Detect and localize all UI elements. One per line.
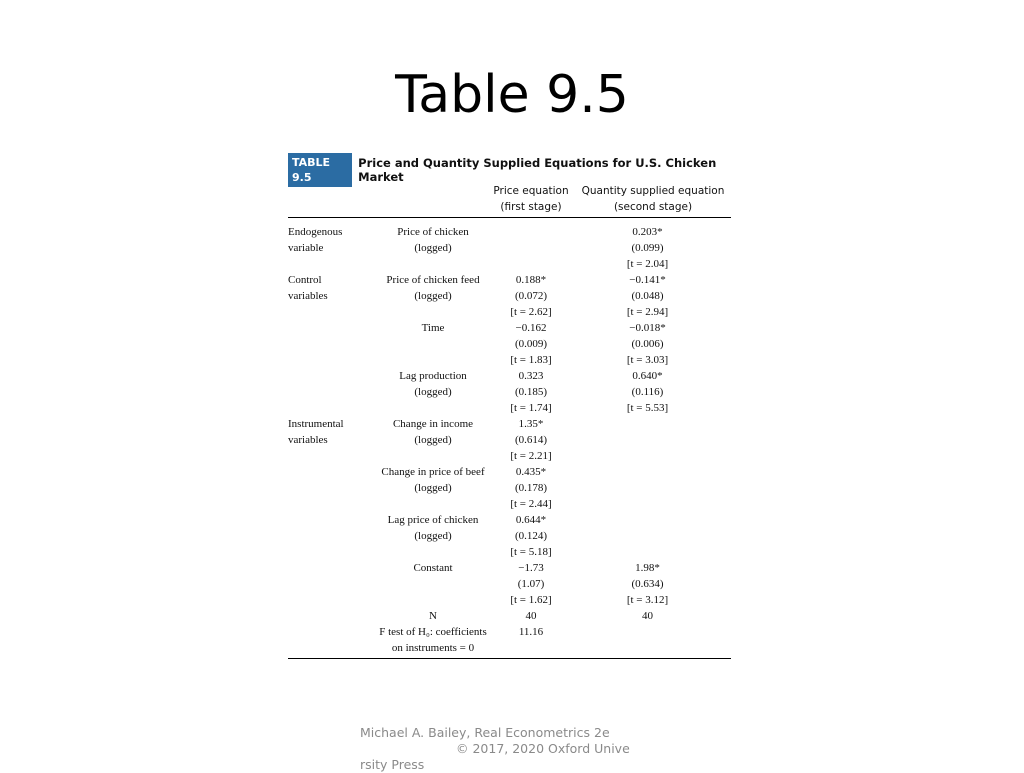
table-row <box>288 288 731 304</box>
table-row <box>288 368 731 384</box>
price-equation-cell: 11.16 <box>518 626 544 638</box>
table-row <box>288 496 731 512</box>
column-header-quantity <box>578 183 728 215</box>
column-header-price <box>493 183 569 215</box>
table-top-rule <box>288 217 731 218</box>
price-equation-cell: [t = 1.62] <box>510 594 552 606</box>
row-variable-cell: (logged) <box>414 530 452 542</box>
table-row <box>288 464 731 480</box>
quantity-equation-cell: 40 <box>642 610 653 622</box>
quantity-equation-cell <box>564 624 731 640</box>
row-group-cell <box>288 496 368 512</box>
table-row <box>288 448 731 464</box>
price-equation-cell: (0.124) <box>514 530 548 542</box>
row-variable-cell: (logged) <box>414 482 452 494</box>
row-group-cell: variables <box>288 434 328 446</box>
price-equation-cell: (0.072) <box>514 290 548 302</box>
row-variable-cell: Price of chicken feed <box>386 274 480 286</box>
table-bottom-rule <box>288 658 731 659</box>
quantity-equation-cell <box>564 432 731 448</box>
row-group-cell <box>288 384 368 400</box>
row-variable-cell <box>368 304 498 320</box>
table-row <box>288 592 731 608</box>
row-group-cell <box>288 480 368 496</box>
row-group-cell <box>288 336 368 352</box>
row-variable-cell: (logged) <box>414 290 452 302</box>
table-row <box>288 224 731 240</box>
quantity-equation-cell: [t = 2.04] <box>626 258 669 270</box>
table-row <box>288 624 731 640</box>
price-equation-cell: 0.323 <box>518 370 544 382</box>
row-group-cell <box>288 640 368 656</box>
row-group-cell <box>288 256 368 272</box>
row-group-cell <box>288 352 368 368</box>
price-equation-cell: [t = 2.21] <box>510 450 552 462</box>
table-row <box>288 432 731 448</box>
price-equation-cell: −0.162 <box>515 322 547 334</box>
price-equation-cell: 0.188* <box>515 274 547 286</box>
table-row <box>288 400 731 416</box>
row-group-cell: Endogenous <box>288 226 343 238</box>
price-equation-cell: [t = 2.44] <box>510 498 552 510</box>
row-group-cell <box>288 560 368 576</box>
price-equation-cell: [t = 1.74] <box>510 402 552 414</box>
row-variable-cell: Time <box>421 322 445 334</box>
row-variable-cell <box>368 448 498 464</box>
quantity-equation-cell: [t = 3.03] <box>626 354 669 366</box>
row-group-cell <box>288 464 368 480</box>
table-row <box>288 336 731 352</box>
table-row <box>288 528 731 544</box>
row-variable-cell: Constant <box>413 562 453 574</box>
quantity-equation-cell: (0.634) <box>631 578 664 590</box>
quantity-equation-cell: (0.116) <box>631 386 664 398</box>
table-body <box>288 224 731 656</box>
row-group-cell <box>288 528 368 544</box>
row-group-cell <box>288 544 368 560</box>
table-row <box>288 384 731 400</box>
row-variable-cell <box>368 256 498 272</box>
table-badge: TABLE 9.5 <box>288 153 352 187</box>
column-header-quantity-line2: (second stage) <box>613 201 693 213</box>
quantity-equation-cell <box>564 512 731 528</box>
row-variable-cell <box>368 544 498 560</box>
quantity-equation-cell: [t = 2.94] <box>626 306 669 318</box>
row-variable-cell: (logged) <box>414 242 452 254</box>
slide-title: Table 9.5 <box>395 65 629 125</box>
table-row <box>288 240 731 256</box>
quantity-equation-cell: [t = 5.53] <box>626 402 669 414</box>
column-header-price-line1: Price equation <box>493 185 569 197</box>
table-header <box>288 155 731 184</box>
quantity-equation-cell <box>564 448 731 464</box>
quantity-equation-cell: (0.099) <box>631 242 664 254</box>
slide-footer <box>360 725 660 773</box>
quantity-equation-cell <box>564 480 731 496</box>
column-header-price-line2: (first stage) <box>500 201 562 213</box>
row-group-cell <box>288 576 368 592</box>
row-group-cell <box>288 304 368 320</box>
table-row <box>288 640 731 656</box>
row-group-cell <box>288 400 368 416</box>
quantity-equation-cell <box>564 528 731 544</box>
table-row <box>288 512 731 528</box>
row-variable-cell: Lag price of chicken <box>387 514 479 526</box>
table-row <box>288 544 731 560</box>
quantity-equation-cell: −0.141* <box>629 274 666 286</box>
row-variable-cell: N <box>429 610 437 622</box>
row-group-cell: Control <box>288 274 322 286</box>
quantity-equation-cell <box>564 416 731 432</box>
row-variable-cell: Change in price of beef <box>381 466 485 478</box>
price-equation-cell: (0.178) <box>514 482 548 494</box>
quantity-equation-cell <box>564 640 731 656</box>
quantity-equation-cell: −0.018* <box>629 322 666 334</box>
quantity-equation-cell <box>564 496 731 512</box>
table-row <box>288 352 731 368</box>
price-equation-cell <box>498 640 564 656</box>
row-variable-cell: Lag production <box>399 370 467 382</box>
price-equation-cell: (0.614) <box>514 434 548 446</box>
row-group-cell <box>288 320 368 336</box>
row-variable-cell <box>368 496 498 512</box>
table-row <box>288 256 731 272</box>
price-equation-cell: 0.435* <box>515 466 547 478</box>
row-group-cell: Instrumental <box>288 418 344 430</box>
table-caption: Price and Quantity Supplied Equations for U.S. Chicken Market <box>358 155 717 184</box>
quantity-equation-cell: [t = 3.12] <box>626 594 669 606</box>
quantity-equation-cell: 0.203* <box>632 226 663 238</box>
table-row <box>288 576 731 592</box>
price-equation-cell: (0.185) <box>514 386 548 398</box>
row-group-cell <box>288 512 368 528</box>
row-group-cell <box>288 608 368 624</box>
price-equation-cell: −1.73 <box>518 562 544 574</box>
row-variable-cell <box>368 576 498 592</box>
table-row <box>288 560 731 576</box>
row-variable-cell <box>368 400 498 416</box>
table-row <box>288 480 731 496</box>
price-equation-cell: 1.35* <box>518 418 544 430</box>
price-equation-cell: (1.07) <box>517 578 545 590</box>
quantity-equation-cell: 1.98* <box>635 562 660 574</box>
row-group-cell <box>288 448 368 464</box>
table-row <box>288 304 731 320</box>
quantity-equation-cell: 0.640* <box>632 370 663 382</box>
price-equation-cell <box>498 240 564 256</box>
row-variable-cell: F test of H₀: coefficients <box>379 626 487 638</box>
table-row <box>288 608 731 624</box>
row-variable-cell: (logged) <box>414 434 452 446</box>
price-equation-cell <box>498 256 564 272</box>
price-equation-cell: 40 <box>525 610 537 622</box>
quantity-equation-cell <box>564 544 731 560</box>
row-variable-cell: on instruments = 0 <box>391 642 475 654</box>
footer-copyright: © 2017, 2020 Oxford Unive <box>456 741 630 756</box>
price-equation-cell: [t = 2.62] <box>510 306 552 318</box>
row-group-cell <box>288 592 368 608</box>
row-group-cell <box>288 624 368 640</box>
footer-copyright-cont: rsity Press <box>360 757 425 772</box>
quantity-equation-cell: (0.048) <box>631 290 664 302</box>
table-row <box>288 320 731 336</box>
regression-table <box>288 155 731 659</box>
row-variable-cell <box>368 336 498 352</box>
footer-author: Michael A. Bailey, Real Econometrics 2e <box>360 725 610 740</box>
quantity-equation-cell <box>564 464 731 480</box>
price-equation-cell: (0.009) <box>514 338 548 350</box>
column-headers <box>288 183 731 215</box>
price-equation-cell: [t = 5.18] <box>510 546 552 558</box>
price-equation-cell <box>498 224 564 240</box>
row-group-cell: variables <box>288 290 328 302</box>
quantity-equation-cell: (0.006) <box>631 338 664 350</box>
row-variable-cell: (logged) <box>414 386 452 398</box>
table-row <box>288 272 731 288</box>
table-row <box>288 416 731 432</box>
row-variable-cell: Price of chicken <box>397 226 469 238</box>
price-equation-cell: [t = 1.83] <box>510 354 552 366</box>
row-variable-cell: Change in income <box>392 418 474 430</box>
row-group-cell <box>288 368 368 384</box>
column-header-quantity-line1: Quantity supplied equation <box>581 185 725 197</box>
price-equation-cell: 0.644* <box>515 514 547 526</box>
row-variable-cell <box>368 352 498 368</box>
row-group-cell: variable <box>288 242 324 254</box>
row-variable-cell <box>368 592 498 608</box>
